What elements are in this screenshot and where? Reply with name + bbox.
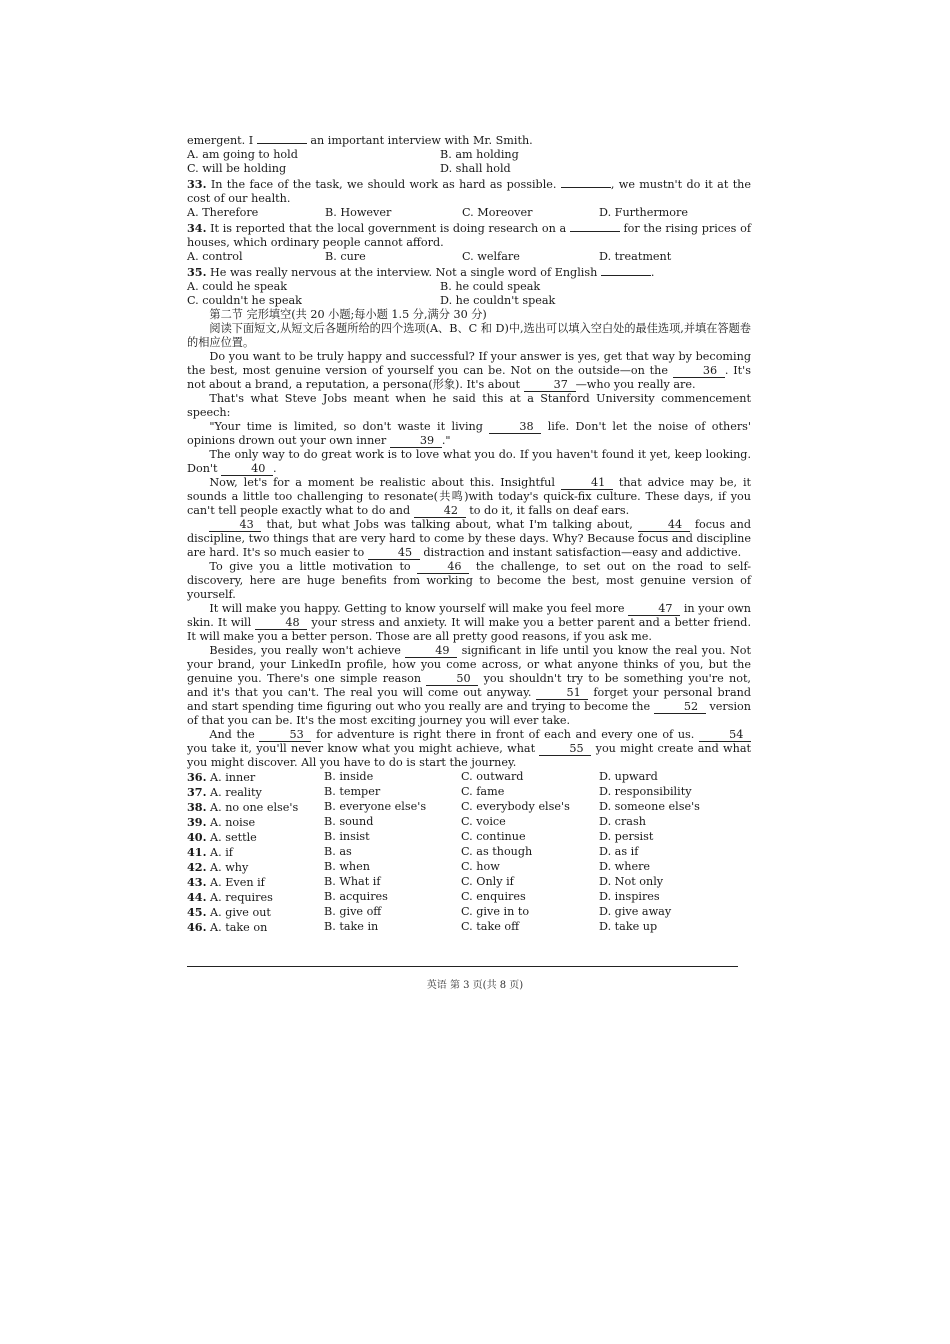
option-a-text: A. Even if xyxy=(210,876,265,889)
paragraph-2: That's what Steve Jobs meant when he said this at a Stanford University commencement speech: xyxy=(187,392,751,419)
question-33 xyxy=(187,176,751,220)
q33-stem-c: the cost of our health. xyxy=(187,178,752,205)
blank-36: 36 xyxy=(673,365,725,378)
option-a: A. Therefore xyxy=(187,206,259,219)
option-b: B. everyone else's xyxy=(324,800,427,813)
q34-options xyxy=(187,250,751,264)
option-a xyxy=(187,860,324,875)
option-c: C. how xyxy=(461,860,500,873)
option-a-text: A. take on xyxy=(210,921,268,934)
passage-text: . It's not about a brand, a reputation, a persona(形象). It's about xyxy=(187,364,751,391)
option-b: B. am holding xyxy=(440,148,519,161)
passage-text: —who you really are. xyxy=(575,378,696,391)
passage-text: significant in life until you know the real you. Not your brand, your LinkedIn profile, how you come across, or what anyone thinks of you, but the genuine you. There's one simple reason xyxy=(187,644,751,685)
option-a xyxy=(187,800,324,815)
option-a-text: A. requires xyxy=(210,891,273,904)
cloze-option-row xyxy=(187,860,751,875)
q34-stem-b: for the rising prices xyxy=(623,222,737,235)
passage-text: ." xyxy=(441,434,451,447)
footer-rule xyxy=(187,966,738,967)
option-d: D. as if xyxy=(599,845,639,858)
option-c: C. will be holding xyxy=(187,162,287,175)
cloze-option-row xyxy=(187,920,751,935)
option-b: B. take in xyxy=(324,920,379,933)
cloze-passage xyxy=(187,350,751,770)
option-c: C. Moreover xyxy=(462,206,533,219)
page-footer: 英语 第 3 页(共 8 页) xyxy=(426,980,524,991)
q32-options xyxy=(187,148,751,176)
q35-blank xyxy=(601,264,651,276)
blank-43: 43 xyxy=(209,519,261,532)
q35-options xyxy=(187,280,751,308)
option-a-text: A. why xyxy=(210,861,249,874)
option-d: D. persist xyxy=(599,830,654,843)
option-b: B. sound xyxy=(324,815,374,828)
blank-54: 54 xyxy=(699,729,751,742)
paragraph-7 xyxy=(187,560,751,602)
q34-blank xyxy=(570,220,620,232)
blank-39: 39 xyxy=(390,435,442,448)
option-c: C. enquires xyxy=(461,890,526,903)
question-34 xyxy=(187,220,751,264)
passage-text: that, but what Jobs was talking about, what I'm talking about, xyxy=(266,518,633,531)
option-c: C. Only if xyxy=(461,875,514,888)
blank-50: 50 xyxy=(426,673,478,686)
option-a xyxy=(187,785,324,800)
option-c: C. outward xyxy=(461,770,524,783)
question-number: 40. xyxy=(187,830,207,844)
passage-text: "Your time is limited, so don't waste it living xyxy=(209,420,483,433)
option-c: C. give in to xyxy=(461,905,530,918)
passage-text: you might create and what you might discover. All you have to do is start the journey. xyxy=(187,742,752,769)
option-a xyxy=(187,815,324,830)
option-d: D. crash xyxy=(599,815,646,828)
blank-48: 48 xyxy=(255,617,307,630)
passage-text: To give you a little motivation to xyxy=(209,560,411,573)
option-d: D. someone else's xyxy=(599,800,700,813)
passage-text: focus and discipline, two things that are very hard to come by these days. Why? Because focus and discipline are hard. It's so much easier to xyxy=(187,518,752,559)
option-a-text: A. if xyxy=(210,846,233,859)
option-b: B. he could speak xyxy=(440,280,541,293)
option-a xyxy=(187,770,324,785)
option-d: D. shall hold xyxy=(440,162,511,175)
q32-blank xyxy=(257,132,307,144)
option-a xyxy=(187,830,324,845)
passage-text: . xyxy=(273,462,277,475)
cloze-option-row xyxy=(187,770,751,785)
blank-44: 44 xyxy=(638,519,690,532)
option-c: C. fame xyxy=(461,785,505,798)
paragraph-3 xyxy=(187,420,751,448)
blank-49: 49 xyxy=(405,645,457,658)
option-c: C. couldn't he speak xyxy=(187,294,302,307)
passage-text: the challenge, to set out on the road to self-discovery, here are huge benefits from working to become the best, most genuine version of yourself. xyxy=(187,560,752,601)
passage-text: to do it, it falls on deaf ears. xyxy=(469,504,630,517)
section-instruction: 阅读下面短文,从短文后各题所给的四个选项(A、B、C 和 D)中,选出可以填入空白处的最佳选项,并填在答题卷的相应位置。 xyxy=(187,322,751,349)
question-number: 46. xyxy=(187,920,207,934)
passage-text: Do you want to be truly happy and successful? If your answer is yes, get that way by becoming the best, most genuine version of yourself you can be. Not on the outside—on the xyxy=(187,350,751,377)
cloze-option-row xyxy=(187,875,751,890)
blank-40: 40 xyxy=(221,463,273,476)
q35-stem-a: He was really nervous at the interview. Not a single word of English xyxy=(210,266,598,279)
option-d: D. take up xyxy=(599,920,658,933)
option-b: B. insist xyxy=(324,830,370,843)
blank-45: 45 xyxy=(368,547,420,560)
option-c: C. take off xyxy=(461,920,520,933)
option-b: B. However xyxy=(325,206,392,219)
question-number: 36. xyxy=(187,770,207,784)
paragraph-8 xyxy=(187,602,751,644)
passage-text: forget your personal brand and start spending time figuring out who you really are and trying to become the xyxy=(187,686,752,713)
option-c: C. continue xyxy=(461,830,526,843)
blank-47: 47 xyxy=(628,603,680,616)
blank-38: 38 xyxy=(489,421,541,434)
q32-stem-before: emergent. I xyxy=(187,134,254,147)
option-b: B. temper xyxy=(324,785,381,798)
question-number: 41. xyxy=(187,845,207,859)
passage-text: And the xyxy=(209,728,255,741)
exam-content xyxy=(187,132,751,935)
paragraph-1 xyxy=(187,350,751,392)
passage-text: your stress and anxiety. It will make you a better parent and a better friend. It will make you a better person. Those are all pretty good reasons, if you ask me. xyxy=(187,616,752,643)
option-d: D. Not only xyxy=(599,875,664,888)
passage-text: Now, let's for a moment be realistic about this. Insightful xyxy=(209,476,555,489)
blank-55: 55 xyxy=(539,743,591,756)
option-a xyxy=(187,890,324,905)
option-a: A. am going to hold xyxy=(187,148,298,161)
option-b: B. cure xyxy=(325,250,366,263)
paragraph-4 xyxy=(187,448,751,476)
question-35 xyxy=(187,264,751,308)
option-a xyxy=(187,845,324,860)
option-a-text: A. noise xyxy=(210,816,256,829)
q35-stem-b: . xyxy=(650,266,655,279)
cloze-option-row xyxy=(187,845,751,860)
option-b: B. as xyxy=(324,845,352,858)
option-a xyxy=(187,875,324,890)
blank-42: 42 xyxy=(414,505,466,518)
q33-stem-b: , we mustn't do it at xyxy=(610,178,729,191)
question-number: 39. xyxy=(187,815,207,829)
question-32 xyxy=(187,132,751,176)
option-d: D. where xyxy=(599,860,651,873)
option-c: C. as though xyxy=(461,845,533,858)
q33-stem-a: In the face of the task, we should work as hard as possible. xyxy=(210,178,557,191)
option-b: B. acquires xyxy=(324,890,388,903)
option-a: A. control xyxy=(187,250,243,263)
passage-text: The only way to do great work is to love what you do. If you haven't found it yet, keep looking. Don't xyxy=(187,448,751,475)
cloze-option-row xyxy=(187,830,751,845)
blank-52: 52 xyxy=(654,701,706,714)
passage-text: version of that you can be. It's the most exciting journey you will ever take. xyxy=(187,700,751,727)
option-d: D. treatment xyxy=(599,250,672,263)
section-heading: 第二节 完形填空(共 20 小题;每小题 1.5 分,满分 30 分) xyxy=(209,308,487,321)
option-a-text: A. inner xyxy=(210,771,256,784)
paragraph-5 xyxy=(187,476,751,518)
question-number: 34. xyxy=(187,221,207,235)
question-number: 38. xyxy=(187,800,207,814)
option-a: A. could he speak xyxy=(187,280,288,293)
cloze-option-row xyxy=(187,890,751,905)
option-b: B. give off xyxy=(324,905,382,918)
cloze-option-row xyxy=(187,815,751,830)
option-d: D. give away xyxy=(599,905,672,918)
blank-37: 37 xyxy=(524,379,576,392)
blank-41: 41 xyxy=(561,477,613,490)
cloze-option-row xyxy=(187,905,751,920)
passage-text: you shouldn't try to be something you're not, and it's that you can't. The real you will come out anyway. xyxy=(187,672,751,699)
question-number: 33. xyxy=(187,177,207,191)
blank-51: 51 xyxy=(536,687,588,700)
passage-text: distraction and instant satisfaction—easy and addictive. xyxy=(423,546,742,559)
passage-text: that advice may be, it sounds a little too challenging to resonate(共鸣)with today's quick-fix culture. These days, if you can't tell people exactly what to do and xyxy=(187,476,752,517)
passage-text: you take it, you'll never know what you might achieve, what xyxy=(187,742,536,755)
blank-53: 53 xyxy=(259,729,311,742)
option-a xyxy=(187,920,324,935)
option-c: C. voice xyxy=(461,815,506,828)
option-a-text: A. reality xyxy=(210,786,262,799)
option-a-text: A. give out xyxy=(210,906,271,919)
option-d: D. inspires xyxy=(599,890,660,903)
option-b: B. inside xyxy=(324,770,374,783)
cloze-option-row xyxy=(187,785,751,800)
option-d: D. he couldn't speak xyxy=(440,294,556,307)
option-d: D. upward xyxy=(599,770,658,783)
option-c: C. welfare xyxy=(462,250,520,263)
question-number: 45. xyxy=(187,905,207,919)
question-number: 44. xyxy=(187,890,207,904)
blank-46: 46 xyxy=(417,561,469,574)
passage-text: life. Don't let the noise of others' opinions drown out your own inner xyxy=(187,420,751,447)
cloze-options xyxy=(187,770,751,935)
question-number: 42. xyxy=(187,860,207,874)
passage-text: for adventure is right there in front of each and every one of us. xyxy=(316,728,695,741)
option-b: B. when xyxy=(324,860,370,873)
paragraph-9 xyxy=(187,644,751,728)
q33-options xyxy=(187,206,751,220)
question-number: 37. xyxy=(187,785,207,799)
section-2 xyxy=(187,308,751,350)
option-c: C. everybody else's xyxy=(461,800,570,813)
passage-text: Besides, you really won't achieve xyxy=(209,644,401,657)
passage-text: It will make you happy. Getting to know yourself will make you feel more xyxy=(209,602,625,615)
q33-blank xyxy=(561,176,611,188)
passage-text: in your own skin. It will xyxy=(187,602,752,629)
option-d: D. responsibility xyxy=(599,785,692,798)
q32-stem-after: an important interview with Mr. Smith. xyxy=(310,134,533,147)
option-a-text: A. settle xyxy=(210,831,257,844)
question-number: 43. xyxy=(187,875,207,889)
cloze-option-row xyxy=(187,800,751,815)
paragraph-10 xyxy=(187,728,751,770)
paragraph-6 xyxy=(187,518,751,560)
q34-stem-a: It is reported that the local government is doing research on a xyxy=(210,222,567,235)
option-b: B. What if xyxy=(324,875,381,888)
q34-stem-c: of houses, which ordinary people cannot afford. xyxy=(187,222,751,249)
option-a xyxy=(187,905,324,920)
option-d: D. Furthermore xyxy=(599,206,688,219)
question-number: 35. xyxy=(187,265,207,279)
option-a-text: A. no one else's xyxy=(210,801,299,814)
